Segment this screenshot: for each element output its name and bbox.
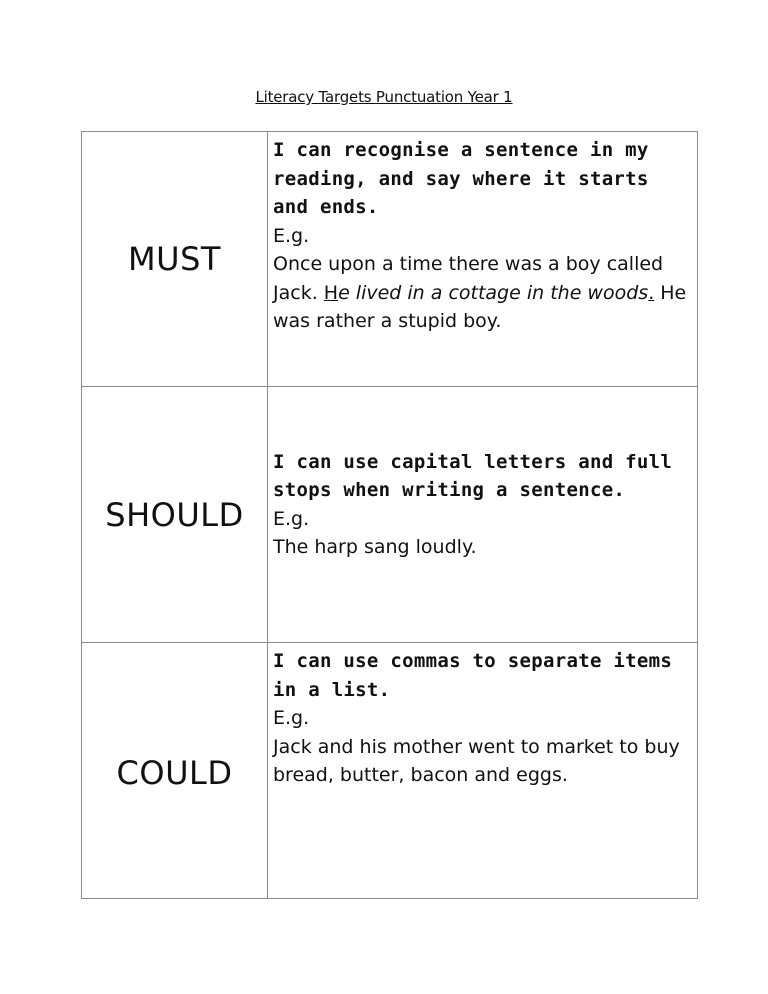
target-cell-could (268, 643, 698, 899)
level-label-could: COULD (82, 643, 268, 899)
example-part: He was rather a stupid boy. (273, 281, 687, 332)
target-statement: I can use commas to separate items in a list. (273, 650, 673, 701)
underlined-capital: H (323, 281, 339, 304)
example-text: Jack and his mother went to market to buy bread, butter, bacon and eggs. (273, 735, 680, 786)
table-row-should (82, 387, 698, 643)
document-title: Literacy Targets Punctuation Year 1 (255, 88, 513, 106)
eg-label: E.g. (273, 224, 310, 247)
target-cell-should (268, 387, 698, 643)
target-statement: I can use capital letters and full stops when writing a sentence. (273, 450, 673, 501)
table-row-must (82, 132, 698, 387)
level-label-should: SHOULD (82, 387, 268, 643)
eg-label: E.g. (273, 707, 310, 729)
targets-table (81, 131, 698, 899)
target-cell-must (268, 132, 698, 387)
example-text: The harp sang loudly. (273, 536, 477, 558)
italic-text: e lived in a cottage in the woods (338, 281, 649, 304)
target-statement: I can recognise a sentence in my reading, and say where it starts and ends. (273, 139, 649, 218)
underlined-full-stop: . (648, 281, 655, 304)
example-text (273, 250, 689, 336)
eg-label: E.g. (273, 507, 310, 530)
example-part: Once upon a time there was a boy called Jack. (273, 253, 664, 304)
level-label-must: MUST (82, 132, 268, 387)
table-row-could (82, 643, 698, 899)
